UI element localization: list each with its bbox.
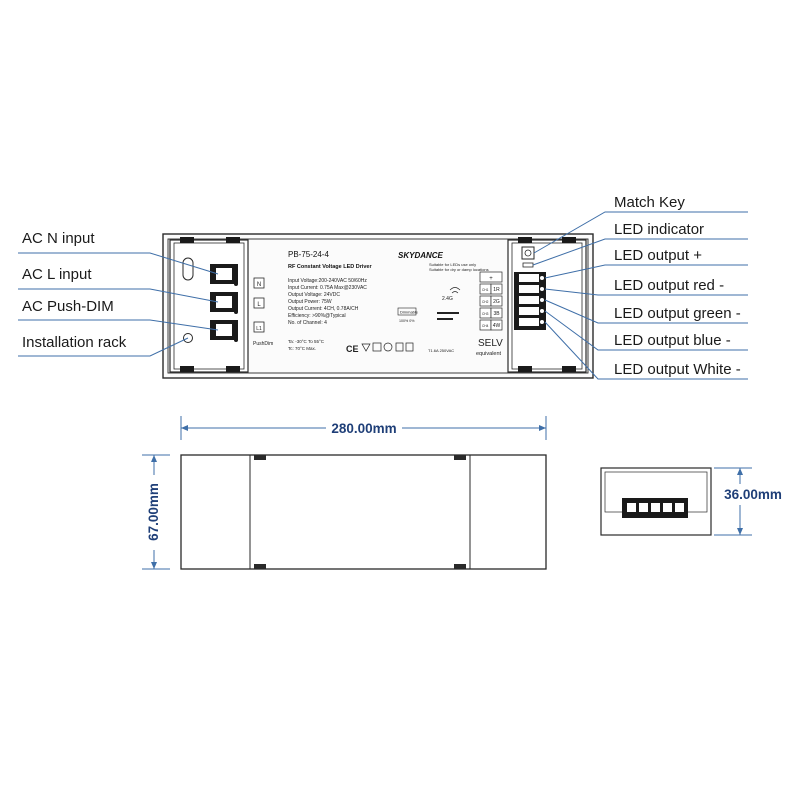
end-view-slot bbox=[651, 503, 660, 512]
end-view-slot bbox=[639, 503, 648, 512]
output-slot-g bbox=[519, 296, 539, 304]
selv-mark: SELV bbox=[478, 338, 503, 349]
product-name: RF Constant Voltage LED Driver bbox=[288, 264, 372, 270]
driver-bottom-body bbox=[181, 455, 546, 569]
rf-frequency: 2.4G bbox=[442, 296, 453, 302]
hinge-tab bbox=[226, 237, 240, 243]
dimmable-text: Dimmable bbox=[400, 309, 419, 315]
end-view-slot bbox=[627, 503, 636, 512]
spec-line-4: Output Power: 75W bbox=[288, 299, 332, 305]
output-screw bbox=[540, 287, 544, 291]
hinge-tab bbox=[180, 237, 194, 243]
bar-icon bbox=[437, 312, 459, 314]
terminal-n-label: N bbox=[256, 282, 262, 288]
output-screw bbox=[540, 276, 544, 280]
output-ch4-tag: CH4 bbox=[482, 324, 489, 328]
output-ch3-code: 3B bbox=[493, 311, 500, 317]
match-key-button[interactable] bbox=[522, 247, 534, 259]
output-screw bbox=[540, 309, 544, 313]
hinge-tab bbox=[518, 366, 532, 372]
ce-mark: CE bbox=[346, 344, 359, 354]
input-terminals bbox=[210, 264, 238, 342]
arrow-left bbox=[181, 425, 188, 431]
push-dim-label: PushDim bbox=[253, 341, 274, 347]
arrow-down bbox=[151, 562, 157, 569]
dimmable-range: 100% 0% bbox=[399, 319, 415, 323]
terminal-screw bbox=[234, 310, 238, 314]
selv-equivalent: equivalent bbox=[476, 351, 502, 357]
ta-rating: Ta: -30°C To 55°C bbox=[288, 339, 325, 344]
callout-match-key: Match Key bbox=[614, 194, 685, 211]
terminal-l-slot bbox=[216, 296, 232, 308]
body-tab bbox=[454, 564, 466, 569]
output-ch3-tag: CH3 bbox=[482, 312, 489, 316]
output-ch1-code: 1R bbox=[493, 287, 500, 293]
output-ch2-tag: CH2 bbox=[482, 300, 489, 304]
output-ch4-code: 4W bbox=[492, 323, 501, 329]
body-tab bbox=[454, 455, 466, 460]
dimension-view bbox=[142, 416, 782, 569]
output-ch1-tag: CH1 bbox=[482, 288, 489, 292]
bar-icon bbox=[437, 318, 453, 320]
model-number: PB-75-24-4 bbox=[288, 250, 329, 259]
arrow-right bbox=[539, 425, 546, 431]
end-view-slot bbox=[663, 503, 672, 512]
output-slot-r bbox=[519, 285, 539, 293]
driver-top-view bbox=[163, 234, 593, 378]
callout-ac-l-input: AC L input bbox=[22, 266, 92, 283]
output-screw bbox=[540, 320, 544, 324]
dimension-length: 280.00mm bbox=[331, 421, 397, 436]
hinge-tab bbox=[518, 237, 532, 243]
terminal-l-label: L bbox=[257, 302, 261, 308]
terminal-n-slot bbox=[216, 268, 232, 280]
suitable-note-1: Suitable for LEDs use only bbox=[429, 262, 477, 267]
arrow-down bbox=[737, 528, 743, 535]
output-terminal-block bbox=[514, 272, 546, 330]
callout-ac-n-input: AC N input bbox=[22, 230, 95, 247]
spec-line-3: Output Voltage: 24VDC bbox=[288, 292, 340, 298]
arrow-up bbox=[737, 468, 743, 475]
body-tab bbox=[254, 455, 266, 460]
callout-installation-rack: Installation rack bbox=[22, 334, 127, 351]
terminal-l1-label: L1 bbox=[256, 326, 262, 332]
output-screw bbox=[540, 298, 544, 302]
output-slot-b bbox=[519, 307, 539, 315]
fuse-rating: T1.6A 250VAC bbox=[428, 348, 455, 353]
hinge-tab bbox=[562, 237, 576, 243]
spec-line-5: Output Current: 4CH, 0.78A/CH bbox=[288, 306, 359, 312]
hinge-tab bbox=[180, 366, 194, 372]
callout-led-output-white: LED output White - bbox=[614, 361, 741, 378]
output-plus-label: + bbox=[489, 276, 493, 282]
callout-led-output-blue: LED output blue - bbox=[614, 332, 731, 349]
brand-logo: SKYDANCE bbox=[398, 251, 443, 260]
hinge-tab bbox=[562, 366, 576, 372]
arrow-up bbox=[151, 455, 157, 462]
spec-line-2: Input Current: 0.75A Max@230VAC bbox=[288, 285, 367, 291]
spec-line-7: No. of Channel: 4 bbox=[288, 320, 327, 326]
tc-rating: Tc: 70°C Max. bbox=[288, 346, 317, 351]
dimension-width: 67.00mm bbox=[146, 483, 161, 541]
callout-led-indicator: LED indicator bbox=[614, 221, 705, 238]
output-slot-plus bbox=[519, 274, 539, 282]
output-ch2-code: 2G bbox=[493, 299, 500, 305]
output-labels bbox=[480, 272, 502, 330]
callout-led-output-plus: LED output + bbox=[614, 247, 702, 264]
callout-led-output-red: LED output red - bbox=[614, 277, 725, 294]
left-callouts bbox=[22, 230, 127, 351]
terminal-l1-slot bbox=[216, 324, 232, 336]
led-indicator bbox=[523, 263, 533, 267]
callout-ac-push-dim: AC Push-DIM bbox=[22, 298, 114, 315]
dimension-height: 36.00mm bbox=[724, 487, 782, 502]
spec-line-6: Efficiency: >90%@Typical bbox=[288, 313, 346, 319]
end-view-slot bbox=[675, 503, 684, 512]
hinge-tab bbox=[226, 366, 240, 372]
suitable-note-2: Suitable for dry or damp locations bbox=[429, 267, 489, 272]
output-slot-w bbox=[519, 318, 539, 326]
body-tab bbox=[254, 564, 266, 569]
terminal-screw bbox=[234, 338, 238, 342]
callout-led-output-green: LED output green - bbox=[614, 305, 741, 322]
spec-line-1: Input Voltage:200-240VAC 50/60Hz bbox=[288, 278, 367, 284]
terminal-screw bbox=[234, 282, 238, 286]
